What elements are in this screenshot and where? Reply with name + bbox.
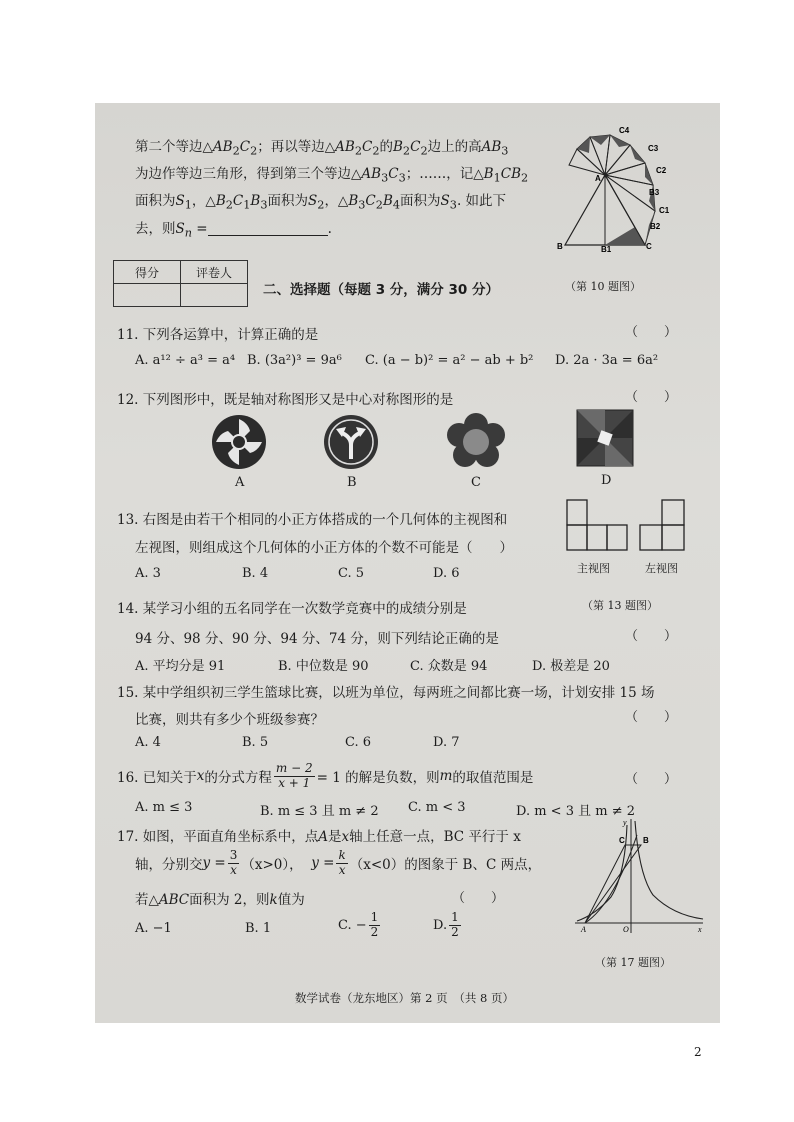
answer-paren[interactable]: （ ） [625, 710, 678, 725]
q16-option-d[interactable]: D. m < 3 且 m ≠ 2 [516, 804, 635, 819]
q14-option-d[interactable]: D. 极差是 20 [532, 659, 610, 674]
q12-figure-a-fan-icon[interactable] [210, 413, 268, 471]
q17-option-d[interactable]: D. $\frac{1}{2}$ [433, 910, 459, 939]
q15-option-a[interactable]: A. 4 [135, 735, 161, 750]
q13-left-view-figure [638, 498, 688, 554]
section-title: 二、选择题（每题 3 分，满分 30 分） [263, 282, 499, 298]
q12-figure-d-square-pinwheel-icon[interactable] [575, 408, 635, 468]
q14-option-a[interactable]: A. 平均分是 91 [135, 659, 226, 674]
answer-paren[interactable]: （ ） [625, 772, 678, 787]
grader-cell[interactable] [181, 284, 248, 307]
q13-option-a[interactable]: A. 3 [135, 566, 161, 581]
q13-caption: （第 13 题图） [582, 599, 658, 612]
q17-stem-line2: 轴，分别交 y = $\frac{3}{x}$ （x>0）， y = $\frac{k}{x}$ （x<0）的图象于 B、C 两点， [135, 847, 542, 877]
fig-label: x [698, 925, 702, 934]
q16-stem: 16. 已知关于 x 的分式方程 $\frac{m - 2}{x + 1}$ = 1 的解是负数，则 m 的取值范围是 [117, 760, 534, 790]
fig-label: C [646, 242, 652, 251]
fig-label: B [643, 836, 649, 845]
fig-label: A [581, 925, 586, 934]
score-table [113, 260, 248, 307]
q16-option-a[interactable]: A. m ≤ 3 [135, 800, 193, 815]
fig-label: A [595, 174, 601, 183]
q13-left-label: 左视图 [645, 562, 678, 575]
fig-label: y [623, 818, 627, 827]
answer-paren[interactable]: （ ） [452, 891, 505, 906]
q12-label-b: B [347, 475, 357, 490]
q16-fraction: $\frac{m - 2}{x + 1}$ [275, 760, 313, 790]
page-footer: 数学试卷（龙东地区）第 2 页 （共 8 页） [295, 991, 515, 1005]
fig-label: C4 [619, 126, 630, 135]
q10-spiral-triangle-figure [555, 123, 670, 253]
q15-option-d[interactable]: D. 7 [433, 735, 460, 750]
fig-label: B1 [601, 245, 612, 253]
q12-stem: 12. 下列图形中，既是轴对称图形又是中心对称图形的是 [117, 392, 454, 408]
score-cell[interactable] [114, 284, 181, 307]
q17-option-c[interactable]: C. − $\frac{1}{2}$ [338, 910, 379, 939]
q14-stem-line2: 94 分、98 分、90 分、94 分、74 分，则下列结论正确的是 [135, 631, 499, 647]
q17-caption: （第 17 题图） [595, 956, 671, 969]
fig-label: B2 [650, 222, 661, 231]
q14-stem-line1: 14. 某学习小组的五名同学在一次数学竞赛中的成绩分别是 [117, 601, 467, 617]
fig-label: B3 [649, 188, 660, 197]
q16-option-b[interactable]: B. m ≤ 3 且 m ≠ 2 [260, 804, 379, 819]
q15-stem-line1: 15. 某中学组织初三学生篮球比赛，以班为单位，每两班之间都比赛一场，计划安排 15 场 [117, 685, 655, 701]
q13-option-d[interactable]: D. 6 [433, 566, 460, 581]
q13-option-b[interactable]: B. 4 [242, 566, 269, 581]
q10-line1: 第二个等边$\triangle AB_2C_2$；再以等边$\triangle AB_2C_2$的$B_2C_2$边上的高$AB_3$ [135, 139, 509, 158]
score-header: 得分 [114, 261, 181, 284]
q17-fraction-2: $\frac{k}{x}$ [338, 847, 346, 877]
q13-option-c[interactable]: C. 5 [338, 566, 365, 581]
q12-label-d: D [601, 473, 612, 488]
q12-figure-b-split-arrow-icon[interactable] [322, 413, 380, 471]
fig-label: C1 [659, 206, 670, 215]
q10-line2: 为边作等边三角形，得到第三个等边$\triangle AB_3C_3$；……，记$\triangle B_1CB_2$ [135, 166, 529, 185]
q14-option-b[interactable]: B. 中位数是 90 [278, 659, 369, 674]
fig-label: C [619, 836, 625, 845]
grader-header: 评卷人 [181, 261, 248, 284]
q10-line3: 面积为$S_1$，$\triangle B_2C_1B_3$面积为$S_2$，$\triangle B_3C_2B_4$面积为$S_3$. 如此下 [135, 193, 507, 212]
answer-paren[interactable]: （ ） [625, 629, 678, 644]
q15-stem-line2: 比赛，则共有多少个班级参赛？ [135, 712, 324, 728]
fig-label: C3 [648, 144, 659, 153]
q15-option-b[interactable]: B. 5 [242, 735, 269, 750]
answer-paren[interactable]: （ ） [625, 325, 678, 340]
q11-option-b[interactable]: B. (3a²)³ = 9a⁶ [247, 353, 342, 368]
q10-caption: （第 10 题图） [565, 280, 641, 293]
answer-paren[interactable]: （ ） [625, 390, 678, 405]
q11-option-d[interactable]: D. 2a · 3a = 6a² [555, 353, 659, 368]
q17-fraction-1: $\frac{3}{x}$ [229, 847, 238, 877]
q11-option-c[interactable]: C. (a − b)² = a² − ab + b² [365, 353, 534, 368]
exam-sheet [95, 103, 720, 1023]
q13-front-view-figure [565, 498, 631, 554]
q12-figure-c-flower-icon[interactable] [447, 413, 505, 471]
fig-label: O [623, 925, 629, 934]
q13-stem-line2: 左视图，则组成这个几何体的小正方体的个数不可能是（ ） [135, 540, 513, 556]
fig-label: B [557, 242, 563, 251]
q10-line4: 去，则$S_n$ = . [135, 221, 332, 240]
q13-front-label: 主视图 [577, 562, 610, 575]
q11-option-a[interactable]: A. a¹² ÷ a³ = a⁴ [135, 353, 236, 368]
q11-stem: 11. 下列各运算中，计算正确的是 [117, 327, 319, 343]
q17-coordinate-figure [573, 815, 708, 935]
q12-label-a: A [235, 475, 245, 490]
q17-stem-line3: 若△ABC面积为 2，则k值为 [135, 892, 305, 908]
q17-stem-line1: 17. 如图，平面直角坐标系中，点A是x轴上任意一点，BC 平行于 x [117, 829, 521, 845]
q12-label-c: C [471, 475, 481, 490]
fig-label: C2 [656, 166, 667, 175]
answer-blank[interactable] [208, 223, 328, 236]
q13-stem-line1: 13. 右图是由若干个相同的小正方体搭成的一个几何体的主视图和 [117, 512, 508, 528]
q17-option-a[interactable]: A. −1 [135, 921, 172, 936]
q14-option-c[interactable]: C. 众数是 94 [410, 659, 488, 674]
page-number: 2 [694, 1045, 702, 1059]
q17-option-b[interactable]: B. 1 [245, 921, 272, 936]
q16-option-c[interactable]: C. m < 3 [408, 800, 466, 815]
q15-option-c[interactable]: C. 6 [345, 735, 372, 750]
